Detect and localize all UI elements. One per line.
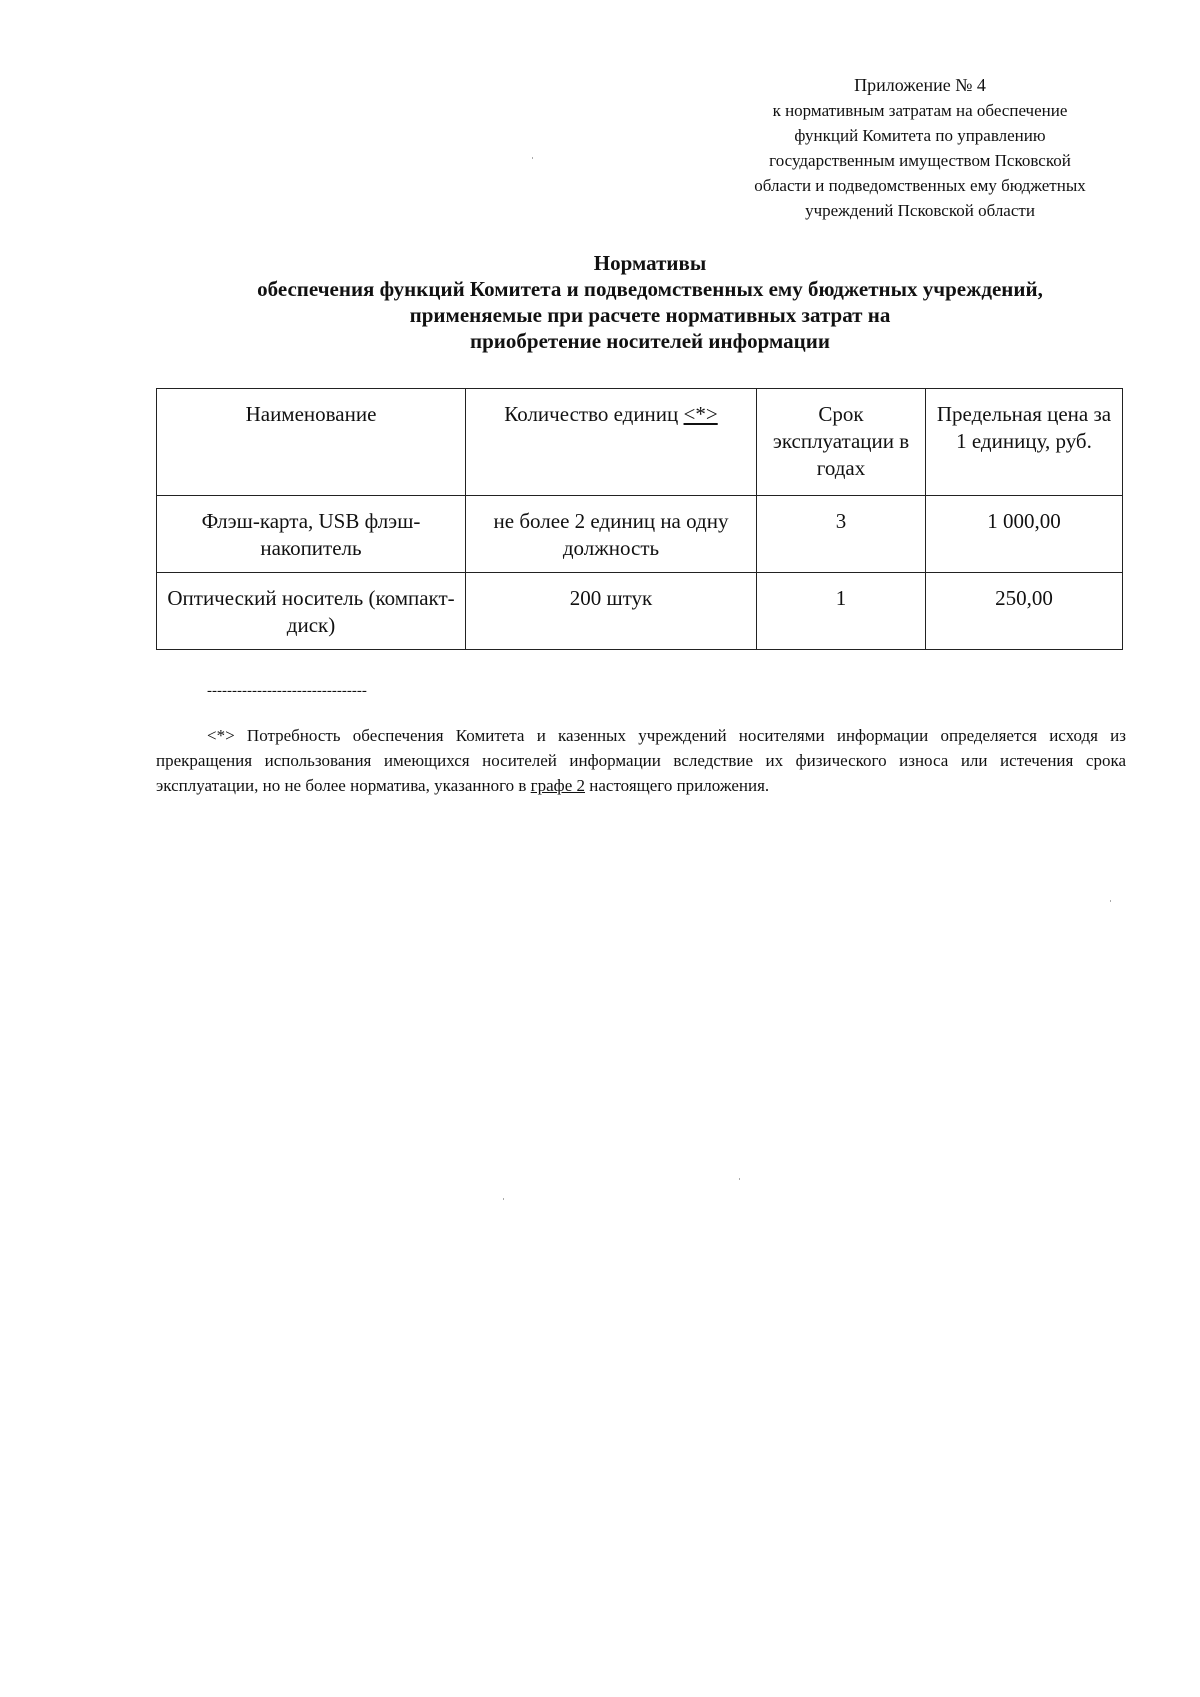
- cell-term: 1: [757, 573, 926, 650]
- footnote-separator: --------------------------------: [207, 683, 367, 699]
- footnote-link[interactable]: <*>: [683, 402, 718, 426]
- cell-name: Оптический носитель (компакт-диск): [157, 573, 466, 650]
- header-term: Срок эксплуатации в годах: [757, 389, 926, 496]
- scan-speck: [503, 1198, 504, 1200]
- footnote: [156, 723, 1126, 798]
- header-price: Предельная цена за 1 единицу, руб.: [926, 389, 1123, 496]
- footnote-text: <*> Потребность обеспечения Комитета и казенных учреждений носителями информации определяется исходя из прекращения использования имеющихся носителей информации вследствие их физического износа или истечения срока эксплуатации, но не более норматива, указанного в: [156, 726, 1126, 795]
- title-line: Нормативы: [593, 251, 707, 275]
- appendix-number: Приложение № 4: [854, 75, 986, 95]
- appendix-line: государственным имуществом Псковской: [769, 151, 1071, 170]
- cell-price: 250,00: [926, 573, 1123, 650]
- appendix-line: функций Комитета по управлению: [794, 126, 1046, 145]
- appendix-line: области и подведомственных ему бюджетных: [754, 176, 1086, 195]
- appendix-header: [690, 73, 1150, 223]
- cell-quantity: 200 штук: [466, 573, 757, 650]
- scan-speck: [739, 1178, 740, 1180]
- header-quantity: [466, 389, 757, 496]
- scan-speck: [532, 157, 533, 159]
- table-row: [157, 496, 1123, 573]
- document-title: [100, 250, 1200, 354]
- header-name: Наименование: [157, 389, 466, 496]
- footnote-text-end: настоящего приложения.: [585, 776, 770, 795]
- cell-name: Флэш-карта, USB флэш-накопитель: [157, 496, 466, 573]
- cell-price: 1 000,00: [926, 496, 1123, 573]
- cell-quantity: не более 2 единиц на одну должность: [466, 496, 757, 573]
- table-header-row: [157, 389, 1123, 496]
- title-line: приобретение носителей информации: [470, 329, 830, 353]
- table-row: [157, 573, 1123, 650]
- cell-term: 3: [757, 496, 926, 573]
- norms-table: [156, 388, 1123, 650]
- title-line: обеспечения функций Комитета и подведомственных ему бюджетных учреждений,: [257, 277, 1043, 301]
- title-line: применяемые при расчете нормативных затрат на: [409, 303, 891, 327]
- appendix-line: к нормативным затратам на обеспечение: [772, 101, 1068, 120]
- column-2-link[interactable]: графе 2: [530, 776, 585, 795]
- appendix-line: учреждений Псковской области: [805, 201, 1035, 220]
- header-quantity-label: Количество единиц: [504, 402, 684, 426]
- scan-speck: [1110, 900, 1111, 902]
